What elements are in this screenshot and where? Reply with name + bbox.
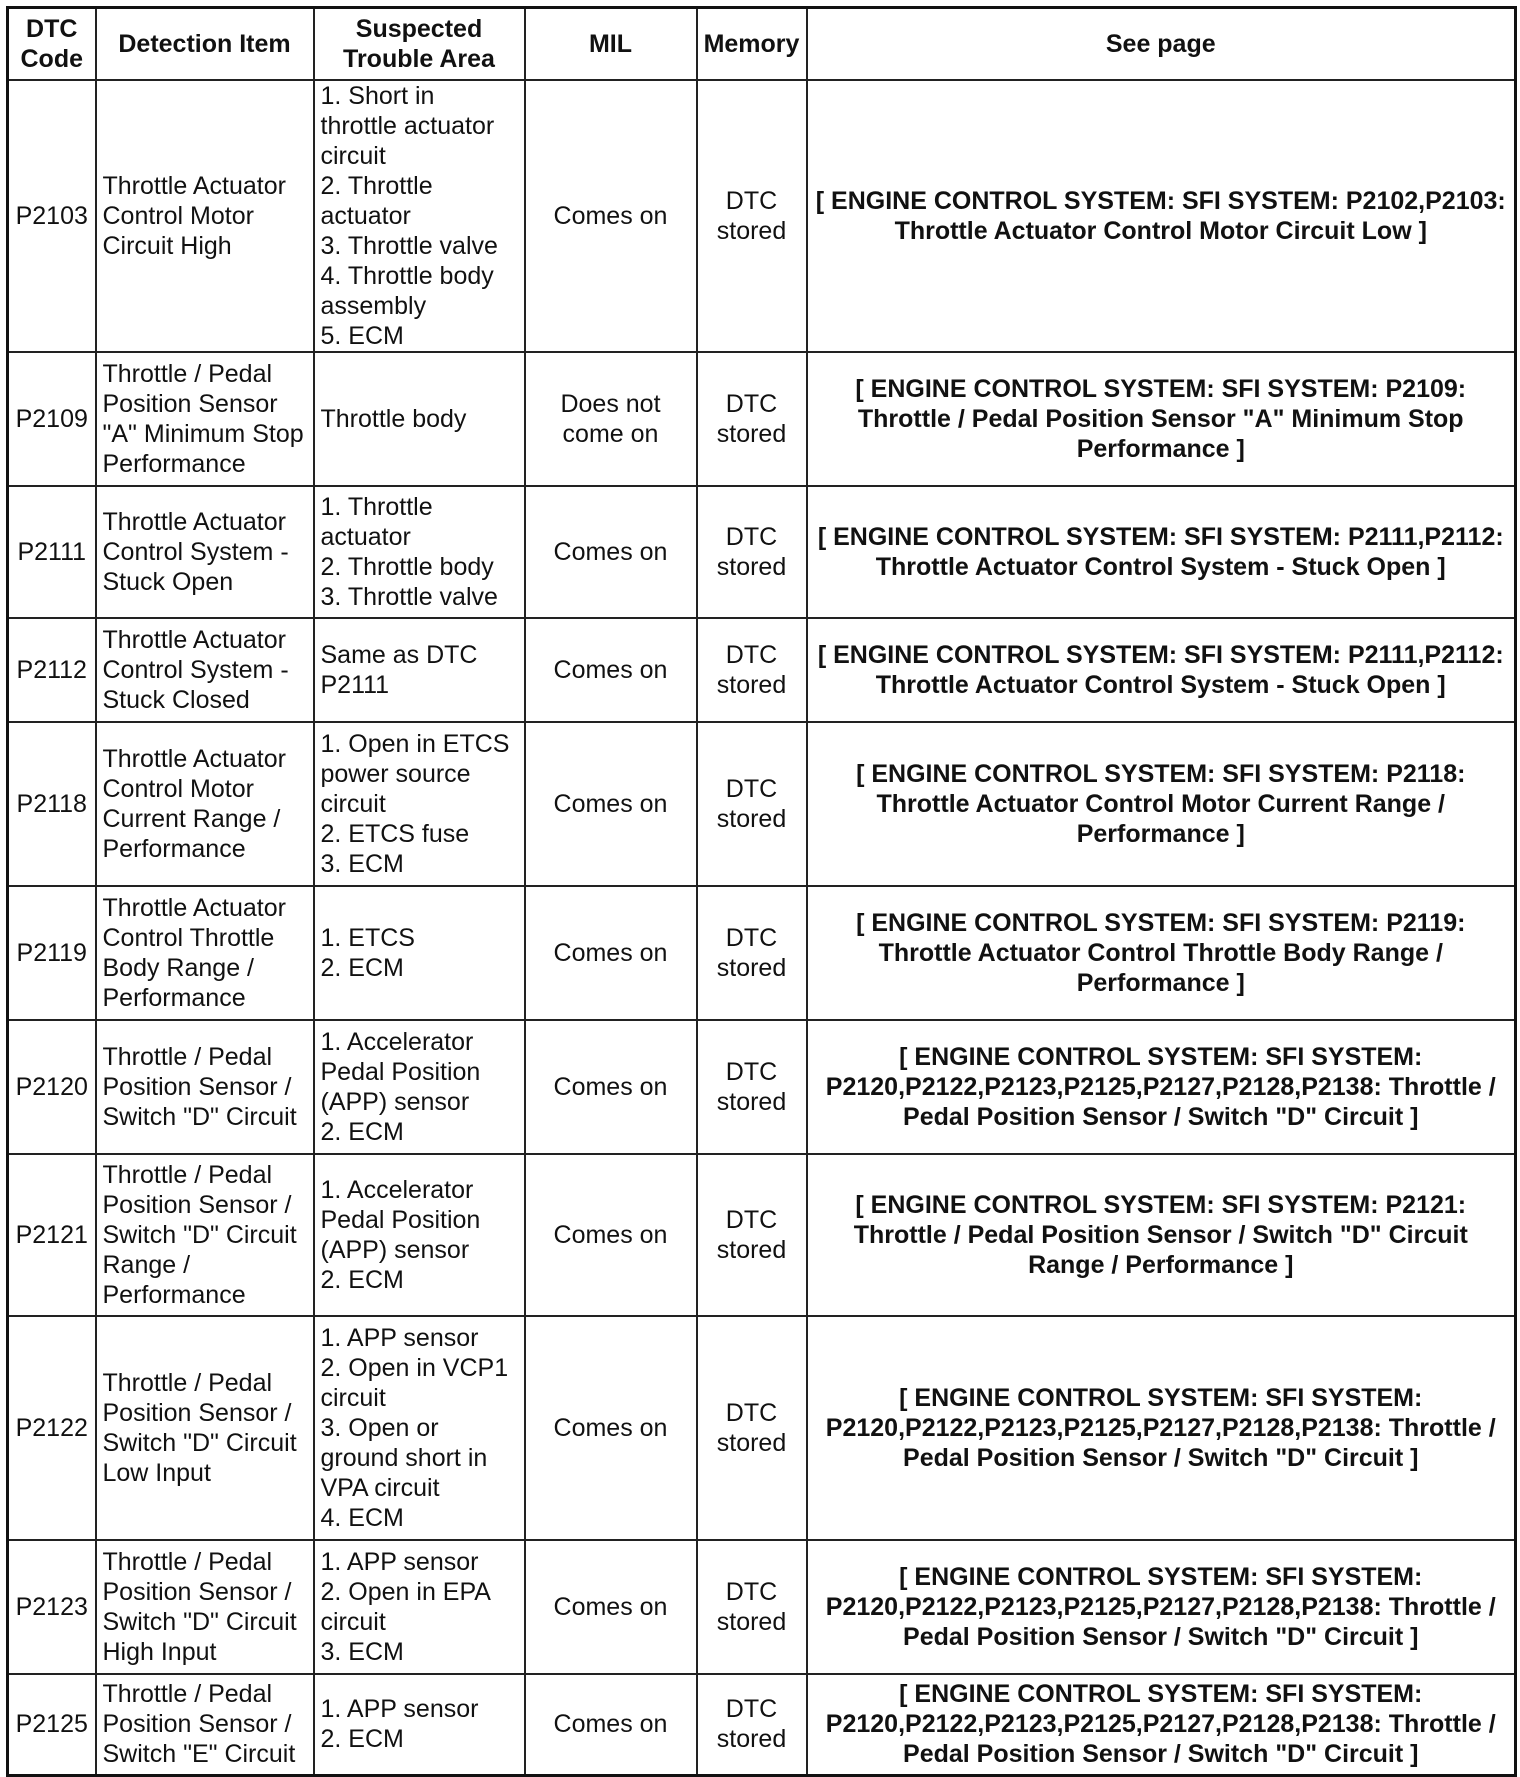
memory-cell: DTC stored	[697, 1154, 807, 1316]
trouble-area-cell: 1. APP sensor 2. ECM	[314, 1674, 525, 1776]
table-row	[8, 352, 1516, 486]
header-row	[8, 8, 1516, 80]
mil-cell: Comes on	[525, 618, 697, 722]
mil-cell: Comes on	[525, 1020, 697, 1154]
detection-item-cell: Throttle Actuator Control Throttle Body Range / Performance	[96, 886, 314, 1020]
table-row	[8, 618, 1516, 722]
detection-item-cell: Throttle Actuator Control Motor Circuit High	[96, 80, 314, 352]
trouble-area-cell: 1. Throttle actuator 2. Throttle body 3. Throttle valve	[314, 486, 525, 618]
trouble-area-cell: 1. Short in throttle actuator circuit 2. Throttle actuator 3. Throttle valve 4. Throttle body assembly 5. ECM	[314, 80, 525, 352]
dtc-code-cell: P2112	[8, 618, 96, 722]
header-memory: Memory	[697, 8, 807, 80]
trouble-area-cell: 1. Accelerator Pedal Position (APP) sensor 2. ECM	[314, 1020, 525, 1154]
see-page-link[interactable]: [ ENGINE CONTROL SYSTEM: SFI SYSTEM: P2119: Throttle Actuator Control Throttle Body Range / Performance ]	[807, 886, 1516, 1020]
mil-cell: Comes on	[525, 1540, 697, 1674]
table-row	[8, 1316, 1516, 1540]
mil-cell: Comes on	[525, 722, 697, 886]
detection-item-cell: Throttle Actuator Control System - Stuck Open	[96, 486, 314, 618]
header-suspected-trouble-area: Suspected Trouble Area	[314, 8, 525, 80]
memory-cell: DTC stored	[697, 1674, 807, 1776]
memory-cell: DTC stored	[697, 1316, 807, 1540]
dtc-code-cell: P2118	[8, 722, 96, 886]
trouble-area-cell: Same as DTC P2111	[314, 618, 525, 722]
table-row	[8, 1674, 1516, 1776]
see-page-link[interactable]: [ ENGINE CONTROL SYSTEM: SFI SYSTEM: P2109: Throttle / Pedal Position Sensor "A" Minimum Stop Performance ]	[807, 352, 1516, 486]
see-page-link[interactable]: [ ENGINE CONTROL SYSTEM: SFI SYSTEM: P2120,P2122,P2123,P2125,P2127,P2128,P2138: Throttle / Pedal Position Sensor / Switch "D" Circuit ]	[807, 1316, 1516, 1540]
dtc-code-cell: P2120	[8, 1020, 96, 1154]
dtc-code-cell: P2109	[8, 352, 96, 486]
table-row	[8, 1154, 1516, 1316]
trouble-area-cell: 1. APP sensor 2. Open in VCP1 circuit 3. Open or ground short in VPA circuit 4. ECM	[314, 1316, 525, 1540]
table-row	[8, 486, 1516, 618]
memory-cell: DTC stored	[697, 1020, 807, 1154]
dtc-code-cell: P2123	[8, 1540, 96, 1674]
header-see-page: See page	[807, 8, 1516, 80]
see-page-link[interactable]: [ ENGINE CONTROL SYSTEM: SFI SYSTEM: P2120,P2122,P2123,P2125,P2127,P2128,P2138: Throttle / Pedal Position Sensor / Switch "D" Circuit ]	[807, 1540, 1516, 1674]
see-page-link[interactable]: [ ENGINE CONTROL SYSTEM: SFI SYSTEM: P2111,P2112: Throttle Actuator Control System - Stuck Open ]	[807, 618, 1516, 722]
mil-cell: Comes on	[525, 1154, 697, 1316]
see-page-link[interactable]: [ ENGINE CONTROL SYSTEM: SFI SYSTEM: P2118: Throttle Actuator Control Motor Current Range / Performance ]	[807, 722, 1516, 886]
trouble-area-cell: 1. Open in ETCS power source circuit 2. ETCS fuse 3. ECM	[314, 722, 525, 886]
detection-item-cell: Throttle Actuator Control System - Stuck Closed	[96, 618, 314, 722]
memory-cell: DTC stored	[697, 618, 807, 722]
memory-cell: DTC stored	[697, 886, 807, 1020]
detection-item-cell: Throttle / Pedal Position Sensor "A" Minimum Stop Performance	[96, 352, 314, 486]
see-page-link[interactable]: [ ENGINE CONTROL SYSTEM: SFI SYSTEM: P2111,P2112: Throttle Actuator Control System - Stuck Open ]	[807, 486, 1516, 618]
detection-item-cell: Throttle / Pedal Position Sensor / Switch "D" Circuit High Input	[96, 1540, 314, 1674]
table-row	[8, 722, 1516, 886]
trouble-area-cell: 1. APP sensor 2. Open in EPA circuit 3. ECM	[314, 1540, 525, 1674]
memory-cell: DTC stored	[697, 80, 807, 352]
detection-item-cell: Throttle Actuator Control Motor Current Range / Performance	[96, 722, 314, 886]
see-page-link[interactable]: [ ENGINE CONTROL SYSTEM: SFI SYSTEM: P2102,P2103: Throttle Actuator Control Motor Circuit Low ]	[807, 80, 1516, 352]
dtc-code-cell: P2122	[8, 1316, 96, 1540]
dtc-code-cell: P2119	[8, 886, 96, 1020]
mil-cell: Comes on	[525, 886, 697, 1020]
table-row	[8, 1540, 1516, 1674]
table-row	[8, 80, 1516, 352]
memory-cell: DTC stored	[697, 486, 807, 618]
dtc-code-cell: P2111	[8, 486, 96, 618]
header-mil: MIL	[525, 8, 697, 80]
dtc-code-cell: P2103	[8, 80, 96, 352]
detection-item-cell: Throttle / Pedal Position Sensor / Switch "D" Circuit Low Input	[96, 1316, 314, 1540]
trouble-area-cell: 1. Accelerator Pedal Position (APP) sensor 2. ECM	[314, 1154, 525, 1316]
table-row	[8, 886, 1516, 1020]
dtc-table	[6, 6, 1517, 1777]
mil-cell: Comes on	[525, 486, 697, 618]
mil-cell: Comes on	[525, 1674, 697, 1776]
detection-item-cell: Throttle / Pedal Position Sensor / Switch "E" Circuit	[96, 1674, 314, 1776]
table-row	[8, 1020, 1516, 1154]
see-page-link[interactable]: [ ENGINE CONTROL SYSTEM: SFI SYSTEM: P2120,P2122,P2123,P2125,P2127,P2128,P2138: Throttle / Pedal Position Sensor / Switch "D" Circuit ]	[807, 1020, 1516, 1154]
trouble-area-cell: Throttle body	[314, 352, 525, 486]
memory-cell: DTC stored	[697, 352, 807, 486]
detection-item-cell: Throttle / Pedal Position Sensor / Switch "D" Circuit Range / Performance	[96, 1154, 314, 1316]
memory-cell: DTC stored	[697, 722, 807, 886]
mil-cell: Does not come on	[525, 352, 697, 486]
dtc-code-cell: P2121	[8, 1154, 96, 1316]
mil-cell: Comes on	[525, 80, 697, 352]
trouble-area-cell: 1. ETCS 2. ECM	[314, 886, 525, 1020]
see-page-link[interactable]: [ ENGINE CONTROL SYSTEM: SFI SYSTEM: P2120,P2122,P2123,P2125,P2127,P2128,P2138: Throttle / Pedal Position Sensor / Switch "D" Circuit ]	[807, 1674, 1516, 1776]
mil-cell: Comes on	[525, 1316, 697, 1540]
detection-item-cell: Throttle / Pedal Position Sensor / Switch "D" Circuit	[96, 1020, 314, 1154]
header-detection-item: Detection Item	[96, 8, 314, 80]
memory-cell: DTC stored	[697, 1540, 807, 1674]
dtc-code-cell: P2125	[8, 1674, 96, 1776]
see-page-link[interactable]: [ ENGINE CONTROL SYSTEM: SFI SYSTEM: P2121: Throttle / Pedal Position Sensor / Switch "D" Circuit Range / Performance ]	[807, 1154, 1516, 1316]
header-dtc-code: DTC Code	[8, 8, 96, 80]
